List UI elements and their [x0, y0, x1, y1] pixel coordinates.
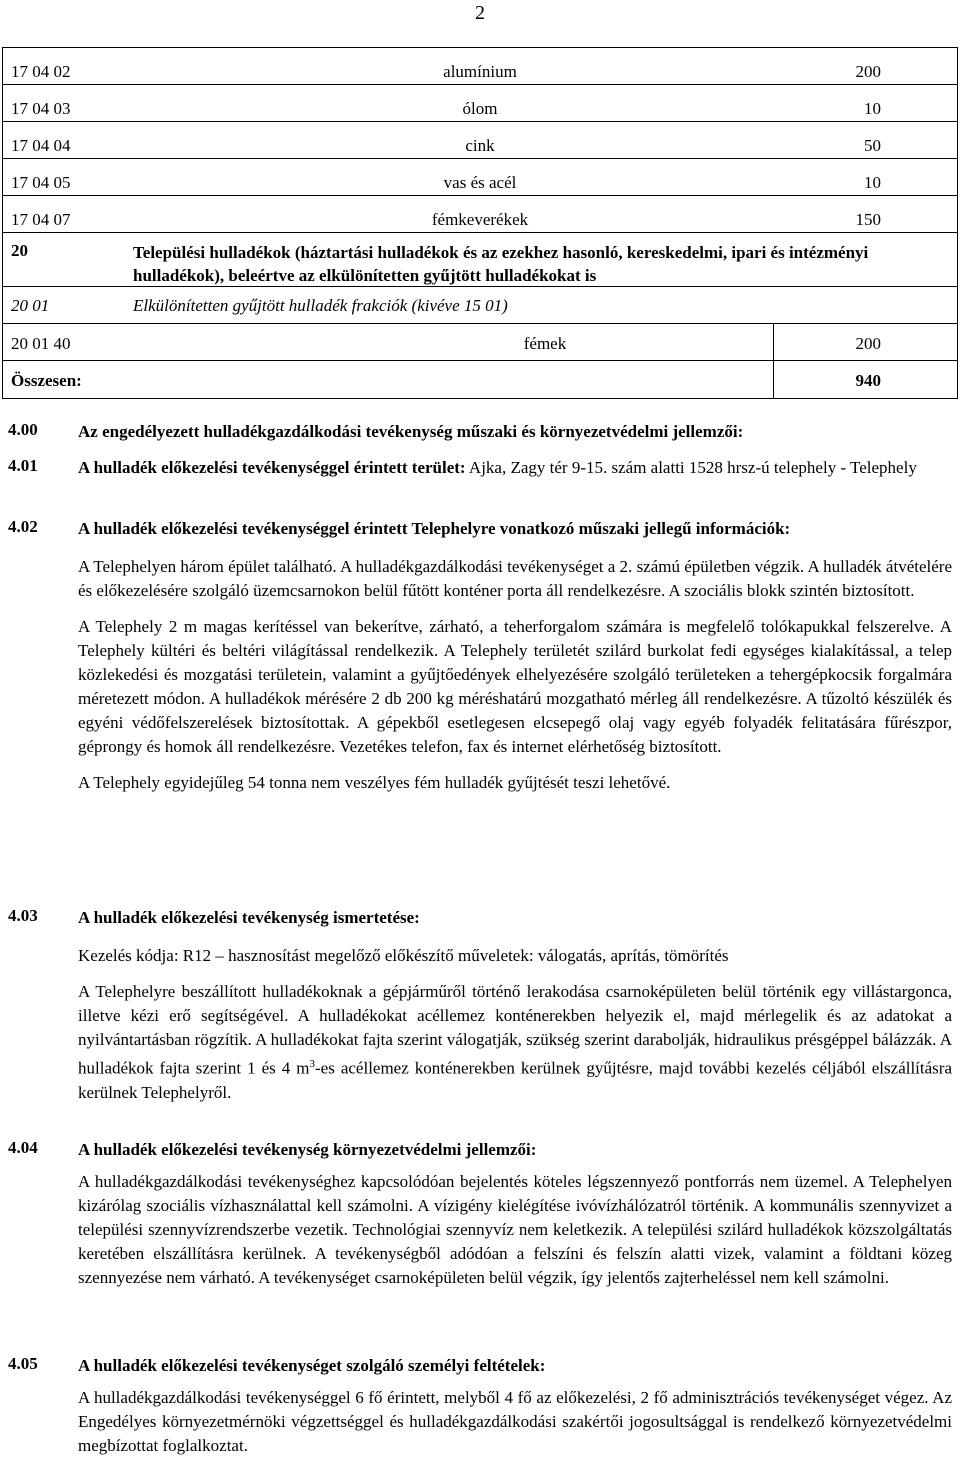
waste-name: vas és acél: [443, 173, 517, 192]
group-description: Települési hulladékok (háztartási hulladékok és az ezekhez hasonló, kereskedelmi, ipari és intézményi hulladékok), beleértve az elkülönítetten gyűjtött hulladékokat is: [133, 243, 869, 285]
section-heading: A hulladék előkezelési tevékenységgel érintett Telephelyre vonatkozó műszaki jellegű információk:: [78, 519, 791, 538]
waste-code: 17 04 05: [11, 173, 71, 192]
section-4-00: [8, 420, 952, 444]
group-code: 20: [11, 241, 28, 260]
waste-name: alumínium: [443, 62, 517, 81]
waste-code: 20 01 40: [11, 334, 71, 353]
subgroup-code: 20 01: [11, 296, 50, 315]
section-number: 4.01: [8, 456, 38, 475]
paragraph: A hulladékgazdálkodási tevékenységgel 6 fő érintett, melyből 4 fő az előkezelési, 2 fő adminisztrációs tevékenységet végez. Az Engedélyes környezetmérnöki végzettséggel és hulladékgazdálkodási szakértői jogosultsággal is rendelkező környezetvédelmi megbízottat foglalkoztat.: [78, 1388, 952, 1455]
table-row: [3, 196, 957, 233]
waste-code: 17 04 07: [11, 210, 71, 229]
section-4-02: [8, 517, 952, 795]
section-heading: A hulladék előkezelési tevékenységet szolgáló személyi feltételek:: [78, 1356, 546, 1375]
paragraph: A Telephelyen három épület található. A hulladékgazdálkodási tevékenységet a 2. számú épületben végzik. A hulladék átvételére és előkezelésére szolgáló üzemcsarnokon belül fűtött konténer porta áll rendelkezésre. A szociális blokk szintén biztosított.: [78, 557, 952, 600]
waste-quantity: 10: [864, 99, 881, 118]
table-row: [3, 324, 957, 361]
waste-table: [2, 47, 958, 399]
waste-code: 17 04 02: [11, 62, 71, 81]
section-heading: A hulladék előkezelési tevékenységgel érintett terület:: [78, 458, 466, 477]
section-number: 4.04: [8, 1138, 38, 1157]
waste-code: 17 04 04: [11, 136, 71, 155]
section-number: 4.02: [8, 517, 38, 536]
section-4-03: [8, 906, 952, 1105]
waste-name: cink: [465, 136, 495, 155]
paragraph: A hulladékgazdálkodási tevékenységhez kapcsolódóan bejelentés köteles légszennyező pontforrás nem üzemel. A Telephelyen kizárólag szociális vízhasználattal kell számolni. A vízigény kielégítése ivóvízhálózatról történik. A kommunális szennyvizet a települési szennyvízrendszerbe vezetik. Technológiai szennyvíz nem keletkezik. A települési szilárd hulladékok közszolgáltatás keretében elszállításra kerülnek. A tevékenységből adódóan a felszíni és felszín alatti vizek, valamint a földtani közeg szennyezése nem várható. A tevékenységet csarnoképületen belül végzik, így jelentős zajterheléssel nem kell számolni.: [78, 1172, 952, 1287]
waste-name: ólom: [462, 99, 498, 118]
table-group-row: [3, 233, 957, 287]
section-4-04: [8, 1138, 952, 1290]
waste-quantity: 150: [855, 210, 881, 229]
waste-quantity: 200: [855, 334, 881, 353]
section-number: 4.05: [8, 1354, 38, 1373]
site-address: Ajka, Zagy tér 9-15. szám alatti 1528 hrsz-ú telephely - Telephely: [465, 458, 917, 477]
waste-quantity: 50: [864, 136, 881, 155]
paragraph: A Telephely egyidejűleg 54 tonna nem veszélyes fém hulladék gyűjtését teszi lehetővé.: [78, 773, 671, 792]
section-heading: A hulladék előkezelési tevékenység ismertetése:: [78, 908, 420, 927]
section-number: 4.03: [8, 906, 38, 925]
section-heading: A hulladék előkezelési tevékenység környezetvédelmi jellemzői:: [78, 1140, 537, 1159]
table-subgroup-row: [3, 287, 957, 324]
waste-name: fémek: [523, 334, 567, 353]
waste-quantity: 10: [864, 173, 881, 192]
table-total-row: [3, 361, 957, 398]
paragraph: A Telephely 2 m magas kerítéssel van bekerítve, zárható, a teherforgalom számára is megfelelő tolókapukkal felszerelve. A Telephely kültéri és beltéri világítással rendelkezik. A Telephely területét szilárd burkolat fedi egységes kialakítással, a telep közlekedési és mozgatási területein, valamint a gyűjtőedények elhelyezésére szolgáló területeken a tehergépkocsik forgalmára méretezett módon. A hulladékok mérésére 2 db 200 kg méréshatárú mozgatható mérleg áll rendelkezésre. A tűzoltó készülék és egyéni védőfelszerelések biztosítottak. A gépekből esetlegesen elcsepegő olaj vagy egyéb folyadék felitatására fűrészpor, géprongy és homok áll rendelkezésre. Vezetékes telefon, fax és internet elérhetőség biztosított.: [78, 617, 952, 756]
section-number: 4.00: [8, 420, 38, 439]
subgroup-description: Elkülönítetten gyűjtött hulladék frakciók (kivéve 15 01): [133, 296, 508, 315]
table-row: [3, 122, 957, 159]
total-value: 940: [855, 371, 881, 390]
section-4-01: [8, 456, 952, 480]
waste-code: 17 04 03: [11, 99, 71, 118]
table-row: [3, 48, 957, 85]
table-row: [3, 85, 957, 122]
section-4-05: [8, 1354, 952, 1458]
waste-quantity: 200: [855, 62, 881, 81]
total-label: Összesen:: [11, 371, 82, 390]
waste-name: fémkeverékek: [431, 210, 529, 229]
table-row: [3, 159, 957, 196]
paragraph: Kezelés kódja: R12 – hasznosítást megelőző előkészítő műveletek: válogatás, aprítás, tömörítés: [78, 946, 729, 965]
paragraph: A Telephelyre beszállított hulladékoknak a gépjárműről történő lerakodása csarnoképületen belül történik egy villástargonca, illetve kézi erő segítségével. A hulladékokat acéllemez konténerekben helyezik el, majd mérlegelik és az adatokat a nyilvántartásban rögzítik. A hulladékokat fajta szerint válogatják, szükség szerint darabolják, hidraulikus présgéppel bálázzák. A hulladékok fajta szerint 1 és 4 $m^3-es$ acéllemez konténerekben kerülnek gyűjtésre, majd további kezelés céljából elszállításra kerülnek Telephelyről.: [78, 982, 952, 1102]
page-number: 2: [475, 2, 485, 24]
section-heading: Az engedélyezett hulladékgazdálkodási tevékenység műszaki és környezetvédelmi jellemzői:: [78, 422, 744, 441]
